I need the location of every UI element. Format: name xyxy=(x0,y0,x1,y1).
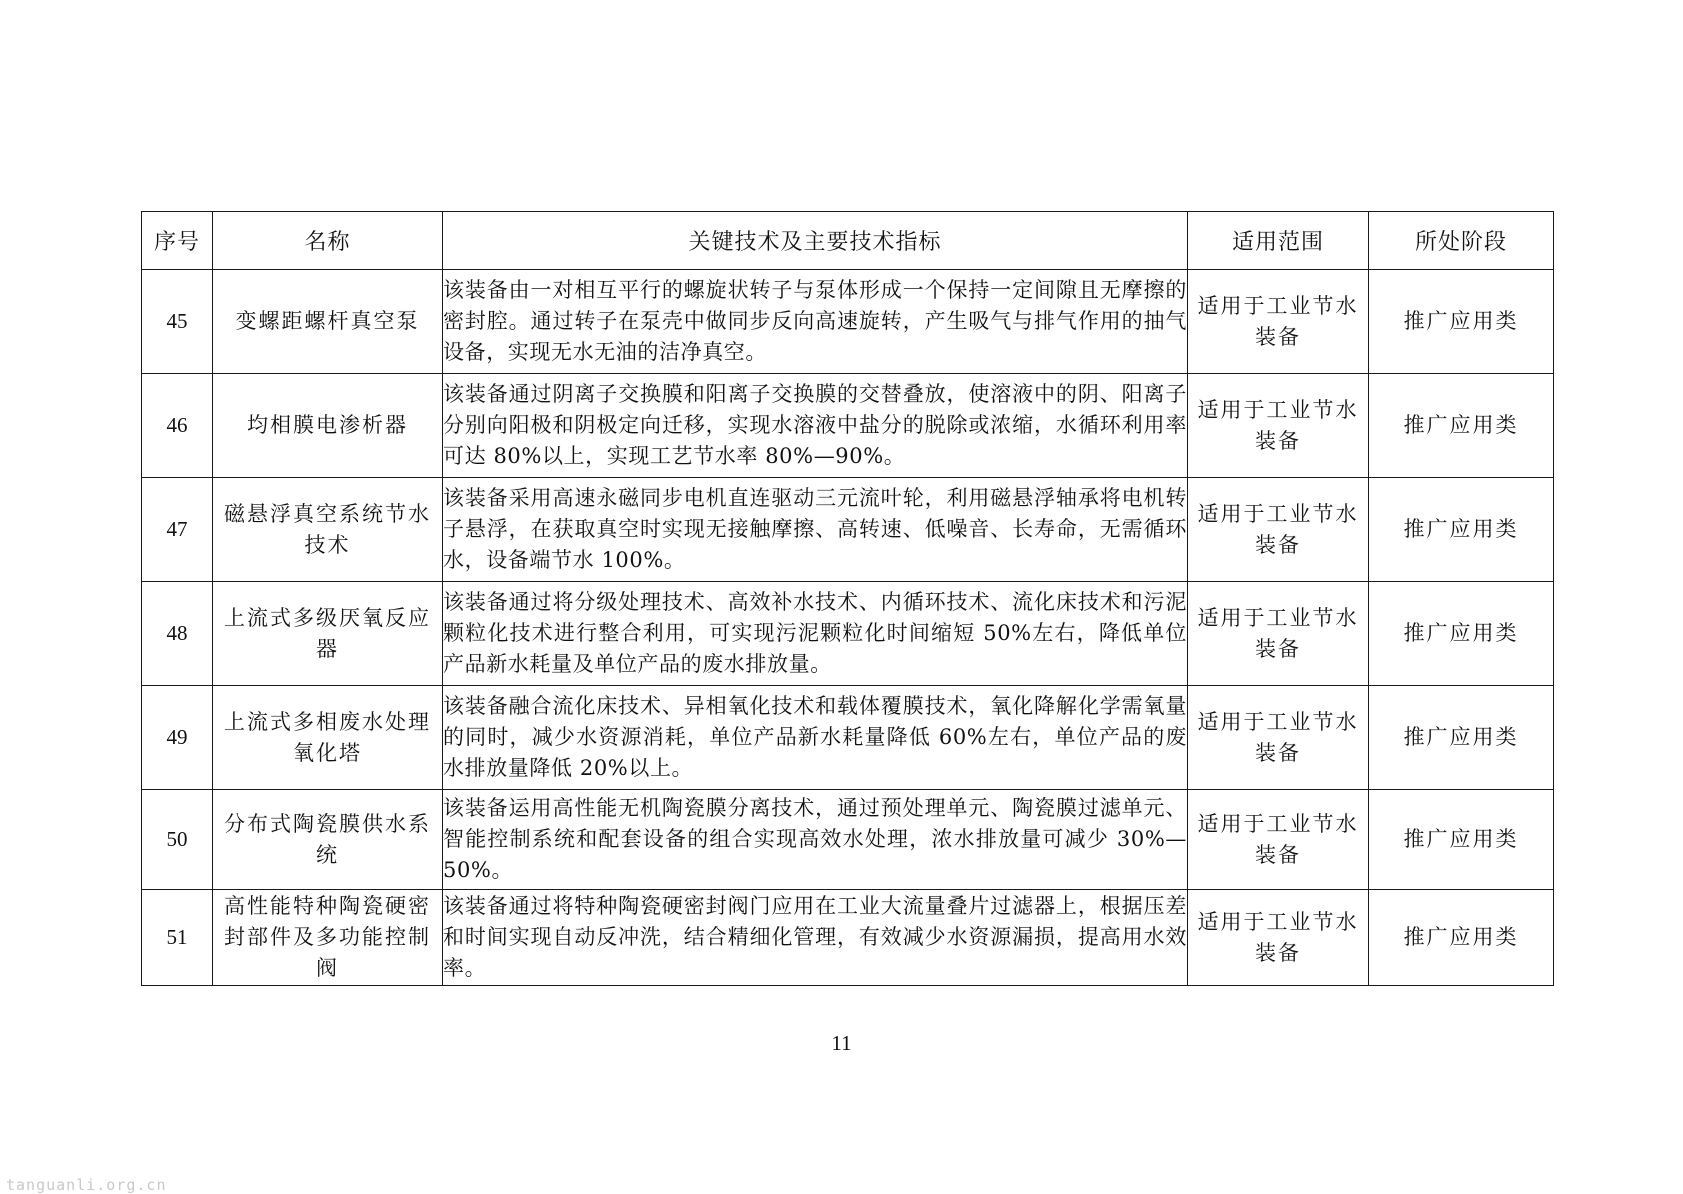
table-row xyxy=(142,582,1554,686)
header-stage: 所处阶段 xyxy=(1369,212,1554,270)
equipment-catalog-table xyxy=(141,211,1554,986)
row-name: 磁悬浮真空系统节水技术 xyxy=(213,478,443,582)
row-serial-number: 47 xyxy=(142,478,213,582)
row-name: 分布式陶瓷膜供水系统 xyxy=(213,790,443,890)
row-serial-number: 49 xyxy=(142,686,213,790)
row-serial-number: 45 xyxy=(142,270,213,374)
header-key-technology: 关键技术及主要技术指标 xyxy=(443,212,1188,270)
row-serial-number: 46 xyxy=(142,374,213,478)
row-stage: 推广应用类 xyxy=(1369,686,1554,790)
row-description: 该装备由一对相互平行的螺旋状转子与泵体形成一个保持一定间隙且无摩擦的密封腔。通过转子在泵壳中做同步反向高速旋转，产生吸气与排气作用的抽气设备，实现无水无油的洁净真空。 xyxy=(443,270,1188,374)
row-name: 高性能特种陶瓷硬密封部件及多功能控制阀 xyxy=(213,890,443,986)
table-row xyxy=(142,790,1554,890)
header-serial-number: 序号 xyxy=(142,212,213,270)
row-scope: 适用于工业节水装备 xyxy=(1188,582,1369,686)
row-description: 该装备通过将分级处理技术、高效补水技术、内循环技术、流化床技术和污泥颗粒化技术进行整合利用，可实现污泥颗粒化时间缩短 50%左右，降低单位产品新水耗量及单位产品的废水排放量。 xyxy=(443,582,1188,686)
row-description: 该装备采用高速永磁同步电机直连驱动三元流叶轮，利用磁悬浮轴承将电机转子悬浮，在获取真空时实现无接触摩擦、高转速、低噪音、长寿命，无需循环水，设备端节水 100%。 xyxy=(443,478,1188,582)
row-description: 该装备融合流化床技术、异相氧化技术和载体覆膜技术，氧化降解化学需氧量的同时，减少水资源消耗，单位产品新水耗量降低 60%左右，单位产品的废水排放量降低 20%以上。 xyxy=(443,686,1188,790)
row-description: 该装备通过阴离子交换膜和阳离子交换膜的交替叠放，使溶液中的阴、阳离子分别向阳极和阴极定向迁移，实现水溶液中盐分的脱除或浓缩，水循环利用率可达 80%以上，实现工艺节水率 80%—90%。 xyxy=(443,374,1188,478)
header-name: 名称 xyxy=(213,212,443,270)
row-serial-number: 48 xyxy=(142,582,213,686)
row-stage: 推广应用类 xyxy=(1369,582,1554,686)
row-description: 该装备通过将特种陶瓷硬密封阀门应用在工业大流量叠片过滤器上，根据压差和时间实现自动反冲洗，结合精细化管理，有效减少水资源漏损，提高用水效率。 xyxy=(443,890,1188,986)
row-stage: 推广应用类 xyxy=(1369,890,1554,986)
row-name: 变螺距螺杆真空泵 xyxy=(213,270,443,374)
row-stage: 推广应用类 xyxy=(1369,270,1554,374)
table-row xyxy=(142,374,1554,478)
row-scope: 适用于工业节水装备 xyxy=(1188,374,1369,478)
table-row xyxy=(142,270,1554,374)
row-stage: 推广应用类 xyxy=(1369,374,1554,478)
row-scope: 适用于工业节水装备 xyxy=(1188,686,1369,790)
row-scope: 适用于工业节水装备 xyxy=(1188,270,1369,374)
row-scope: 适用于工业节水装备 xyxy=(1188,890,1369,986)
row-name: 上流式多级厌氧反应器 xyxy=(213,582,443,686)
row-scope: 适用于工业节水装备 xyxy=(1188,790,1369,890)
row-stage: 推广应用类 xyxy=(1369,478,1554,582)
header-scope: 适用范围 xyxy=(1188,212,1369,270)
table-header-row xyxy=(142,212,1554,270)
row-serial-number: 51 xyxy=(142,890,213,986)
row-stage: 推广应用类 xyxy=(1369,790,1554,890)
row-serial-number: 50 xyxy=(142,790,213,890)
table-row xyxy=(142,890,1554,986)
table-row xyxy=(142,686,1554,790)
row-description: 该装备运用高性能无机陶瓷膜分离技术，通过预处理单元、陶瓷膜过滤单元、智能控制系统和配套设备的组合实现高效水处理，浓水排放量可减少 30%—50%。 xyxy=(443,790,1188,890)
table-row xyxy=(142,478,1554,582)
row-scope: 适用于工业节水装备 xyxy=(1188,478,1369,582)
page-number: 11 xyxy=(831,1031,852,1055)
row-name: 均相膜电渗析器 xyxy=(213,374,443,478)
row-name: 上流式多相废水处理氧化塔 xyxy=(213,686,443,790)
site-watermark: tanguanli.org.cn xyxy=(6,1176,167,1194)
